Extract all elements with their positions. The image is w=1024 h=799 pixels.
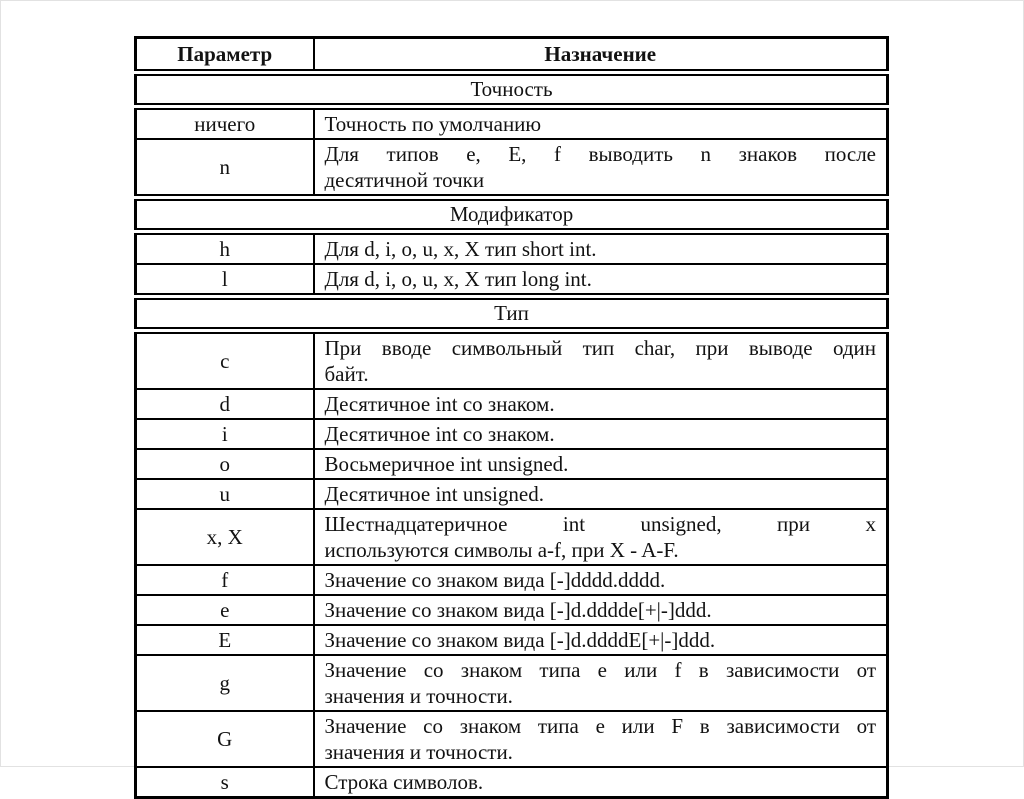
desc-line: байт. — [324, 362, 369, 386]
section-row-type — [136, 297, 888, 331]
param-cell: o — [136, 449, 314, 479]
table-row — [136, 509, 888, 565]
table-row — [136, 264, 888, 297]
desc-cell: Для d, i, o, u, x, X тип short int. — [314, 232, 888, 265]
table-row — [136, 232, 888, 265]
desc-cell: Значение со знаком вида [-]d.dddde[+|-]ddd. — [314, 595, 888, 625]
desc-line: используются символы a-f, при X - A-F. — [324, 538, 679, 562]
desc-cell: Точность по умолчанию — [314, 107, 888, 140]
desc-line: Значение со знаком типа e или F в зависимости от — [324, 714, 876, 738]
table-header-row — [136, 38, 888, 73]
section-label: Тип — [136, 297, 888, 331]
desc-cell: Восьмеричное int unsigned. — [314, 449, 888, 479]
table-row — [136, 625, 888, 655]
desc-cell: Десятичное int со знаком. — [314, 419, 888, 449]
format-spec-table — [134, 36, 889, 799]
param-cell: n — [136, 139, 314, 198]
desc-line: Шестнадцатеричное int unsigned, при x — [324, 512, 876, 536]
param-cell: G — [136, 711, 314, 767]
table-row — [136, 711, 888, 767]
param-cell: g — [136, 655, 314, 711]
param-cell: e — [136, 595, 314, 625]
table-row — [136, 479, 888, 509]
desc-cell — [314, 655, 888, 711]
param-cell: i — [136, 419, 314, 449]
section-row-precision — [136, 73, 888, 107]
desc-cell: Значение со знаком вида [-]dddd.dddd. — [314, 565, 888, 595]
desc-cell — [314, 139, 888, 198]
table-row — [136, 595, 888, 625]
desc-line: значения и точности. — [324, 684, 513, 708]
table-row — [136, 655, 888, 711]
table-row — [136, 139, 888, 198]
param-cell: c — [136, 331, 314, 390]
table-row — [136, 107, 888, 140]
desc-cell: Значение со знаком вида [-]d.ddddE[+|-]ddd. — [314, 625, 888, 655]
table-row — [136, 419, 888, 449]
column-header-purpose: Назначение — [314, 38, 888, 73]
param-cell: u — [136, 479, 314, 509]
section-label: Точность — [136, 73, 888, 107]
param-cell: x, X — [136, 509, 314, 565]
section-label: Модификатор — [136, 198, 888, 232]
desc-line: десятичной точки — [324, 168, 485, 192]
desc-line: Для типов e, E, f выводить n знаков после — [324, 142, 876, 166]
param-cell: h — [136, 232, 314, 265]
table-row — [136, 565, 888, 595]
param-cell: f — [136, 565, 314, 595]
table-row — [136, 331, 888, 390]
param-cell: ничего — [136, 107, 314, 140]
desc-line: значения и точности. — [324, 740, 513, 764]
param-cell: d — [136, 389, 314, 419]
desc-cell: Десятичное int со знаком. — [314, 389, 888, 419]
param-cell: E — [136, 625, 314, 655]
desc-cell — [314, 711, 888, 767]
desc-line: Значение со знаком типа e или f в зависимости от — [324, 658, 876, 682]
param-cell: l — [136, 264, 314, 297]
desc-cell: Для d, i, o, u, x, X тип long int. — [314, 264, 888, 297]
desc-line: При вводе символьный тип char, при выводе один — [324, 336, 876, 360]
table-row — [136, 389, 888, 419]
desc-cell: Строка символов. — [314, 767, 888, 798]
desc-cell: Десятичное int unsigned. — [314, 479, 888, 509]
desc-cell — [314, 331, 888, 390]
section-row-modifier — [136, 198, 888, 232]
desc-cell — [314, 509, 888, 565]
param-cell: s — [136, 767, 314, 798]
table-row — [136, 449, 888, 479]
column-header-param: Параметр — [136, 38, 314, 73]
table-row — [136, 767, 888, 798]
